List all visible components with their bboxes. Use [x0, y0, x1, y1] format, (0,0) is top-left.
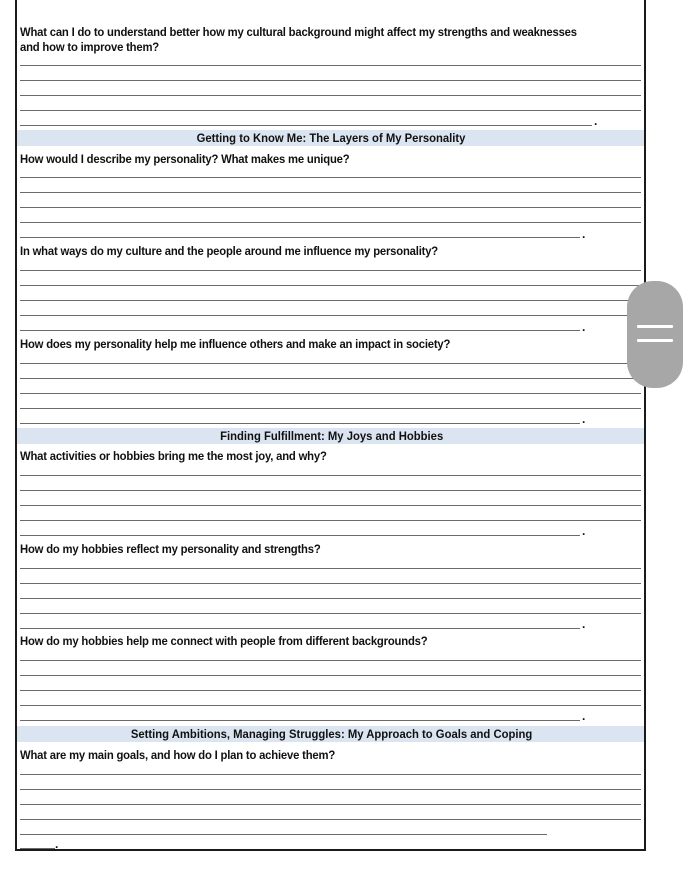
answer-line[interactable] [20, 520, 641, 521]
answer-line[interactable] [20, 408, 641, 409]
section-header-hobbies: Finding Fulfillment: My Joys and Hobbies [17, 428, 646, 444]
answer-line[interactable] [20, 300, 641, 301]
answer-line[interactable] [20, 720, 580, 721]
question-hobbies-connect: How do my hobbies help me connect with people from different backgrounds? [20, 634, 428, 648]
answer-line[interactable] [20, 363, 641, 364]
handle-grip-line [637, 325, 673, 328]
answer-line[interactable] [20, 95, 641, 96]
answer-line[interactable] [20, 568, 641, 569]
answer-line[interactable] [20, 330, 580, 331]
answer-line[interactable] [20, 583, 641, 584]
answer-line[interactable] [20, 505, 641, 506]
answer-line[interactable] [20, 222, 641, 223]
answer-line[interactable] [20, 378, 641, 379]
section-header-personality: Getting to Know Me: The Layers of My Personality [17, 130, 646, 146]
answer-line[interactable] [20, 675, 641, 676]
handle-grip-line [637, 339, 673, 342]
answer-line[interactable] [20, 110, 641, 111]
line-end-mark: . [582, 709, 586, 723]
question-describe-personality: How would I describe my personality? What makes me unique? [20, 152, 350, 166]
answer-line[interactable] [20, 705, 641, 706]
answer-line[interactable] [20, 690, 641, 691]
section-header-goals: Setting Ambitions, Managing Struggles: My Approach to Goals and Coping [17, 726, 646, 742]
answer-line[interactable] [20, 535, 580, 536]
line-end-mark: . [55, 837, 59, 851]
answer-line[interactable] [20, 819, 641, 820]
line-end-mark: . [582, 617, 586, 631]
line-end-mark: . [582, 320, 586, 334]
line-end-mark: . [582, 412, 586, 426]
answer-line[interactable] [20, 598, 641, 599]
question-hobbies-joy: What activities or hobbies bring me the most joy, and why? [20, 449, 327, 463]
answer-line[interactable] [20, 285, 641, 286]
answer-line[interactable] [20, 789, 641, 790]
answer-line[interactable] [20, 177, 641, 178]
question-culture-influence: In what ways do my culture and the people around me influence my personality? [20, 244, 439, 258]
answer-line[interactable] [20, 270, 641, 271]
answer-line[interactable] [20, 613, 641, 614]
answer-line[interactable] [20, 660, 641, 661]
answer-line[interactable] [20, 628, 580, 629]
line-end-mark: . [582, 227, 586, 241]
answer-line[interactable] [20, 804, 641, 805]
drag-handle-icon[interactable] [627, 281, 683, 388]
answer-line[interactable] [20, 207, 641, 208]
worksheet-page [15, 0, 646, 851]
answer-line[interactable] [20, 393, 641, 394]
answer-line[interactable] [20, 490, 641, 491]
question-culture-strengths: What can I do to understand better how my cultural background might affect my strengths and weaknesses and how to improve them? [20, 25, 577, 54]
answer-line[interactable] [20, 192, 641, 193]
question-personality-impact: How does my personality help me influence others and make an impact in society? [20, 337, 451, 351]
answer-line[interactable] [20, 834, 547, 835]
answer-line[interactable] [20, 848, 55, 849]
answer-line[interactable] [20, 125, 592, 126]
answer-line[interactable] [20, 237, 580, 238]
line-end-mark: . [594, 114, 598, 128]
answer-line[interactable] [20, 80, 641, 81]
answer-line[interactable] [20, 65, 641, 66]
answer-line[interactable] [20, 315, 641, 316]
line-end-mark: . [582, 524, 586, 538]
answer-line[interactable] [20, 423, 580, 424]
answer-line[interactable] [20, 774, 641, 775]
question-goals: What are my main goals, and how do I plan to achieve them? [20, 748, 336, 762]
question-hobbies-reflect: How do my hobbies reflect my personality and strengths? [20, 542, 321, 556]
answer-line[interactable] [20, 475, 641, 476]
